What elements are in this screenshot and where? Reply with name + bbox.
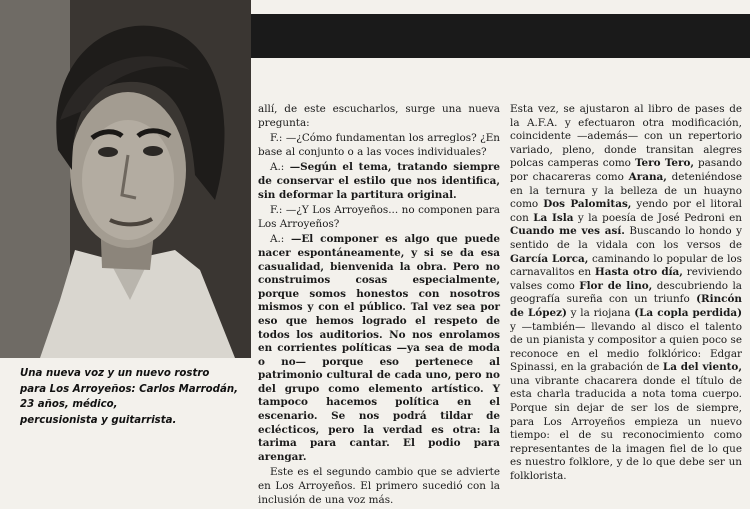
song-title: Hasta otro día, bbox=[594, 266, 683, 279]
caption-line: para Los Arroyeños: Carlos Marrodán, bbox=[20, 383, 238, 395]
question-paragraph: F.: —¿Y Los Arroyeños... no componen para Los Arroyeños? bbox=[258, 204, 500, 230]
song-title: (La copla perdida) bbox=[634, 306, 742, 319]
header-black-band bbox=[250, 14, 750, 58]
song-title: La Isla bbox=[533, 211, 574, 224]
paragraph bbox=[510, 103, 742, 484]
caption-line: 23 años, médico, bbox=[20, 399, 118, 411]
speaker-label: A.: bbox=[270, 233, 285, 246]
article-column-1 bbox=[258, 103, 500, 509]
speaker-label: A.: bbox=[270, 161, 285, 174]
article-column-2 bbox=[510, 103, 742, 486]
song-title: (Rincón de López) bbox=[510, 293, 742, 319]
text-run: y la poesía de José Pedroni en bbox=[573, 211, 743, 224]
caption-line: Una nueva voz y un nuevo rostro bbox=[20, 368, 210, 379]
text-run: yendo por el litoral con bbox=[510, 198, 742, 224]
text-run: Esta vez, se ajustaron al libro de pases de la A.F.A. y efectuaron otra modificación, coincidente —además— con un repertorio variado, pleno, donde transitan alegres polcas camperas como bbox=[510, 103, 742, 170]
portrait-illustration bbox=[0, 0, 251, 358]
answer-text: —Según el tema, tratando siempre de conservar el estilo que nos identifica, sin deformar la partitura original. bbox=[258, 161, 500, 201]
paragraph: Este es el segundo cambio que se advierte en Los Arroyeños. El primero sucedió con la inclusión de una voz más. bbox=[258, 466, 500, 506]
answer-paragraph bbox=[258, 233, 500, 464]
text-run: caminando lo popular de los carnavalitos en bbox=[510, 252, 742, 279]
caption-line: percusionista y guitarrista. bbox=[20, 414, 177, 426]
portrait-photo bbox=[0, 0, 251, 358]
song-title: Dos Palomitas, bbox=[543, 198, 632, 211]
song-title: Cuando me ves así. bbox=[510, 225, 625, 238]
text-run: Buscando lo hondo y sentido de la vidala con los versos de bbox=[510, 225, 742, 251]
author-name: García Lorca, bbox=[510, 252, 589, 265]
text-run: una vibrante chacarera donde el título de esta charla traducida a nota toma cuerpo. Porque sin dejar de ser los de siempre, para Los Arroyeños empieza un nuevo tiempo: el de su reconocimiento como representantes de la imagen fiel de lo que es nuestro folklore, y de lo que debe ser un folklorista. bbox=[510, 374, 742, 483]
text-run: y —también— llevando al disco el talento de un pianista y compositor a quien poco se reconoce en el medio folklórico: Edgar Spinassi, en la grabación de bbox=[510, 320, 742, 374]
text-run: y la riojana bbox=[566, 306, 635, 319]
text-run: deteniéndose en la ternura y la belleza de un huayno como bbox=[510, 170, 742, 211]
text-run: pasando por chacareras como bbox=[510, 157, 742, 183]
text-run: reviviendo valses como bbox=[510, 266, 742, 292]
answer-text: —El componer es algo que puede nacer espontáneamente, y si se da esa casualidad, bienvenida la obra. Pero no construimos cosas especialmente, porque somos honestos con nosotros mismos y con el público. Tal vez sea por eso que hemos logrado el respeto de todos los auditorios. No nos enrolamos en corrientes políticas —ya sea de moda o no— porque eso pertenece al patrimonio cultural de cada uno, pero no del grupo como elemento artístico. Y tampoco hacemos política en el escenario. Se nos podrá tildar de eclécticos, pero la verdad es otra: la tarima para cantar. El podio para arengar. bbox=[258, 233, 500, 463]
song-title: Tero Tero, bbox=[634, 157, 695, 170]
song-title: Flor de lino, bbox=[579, 279, 653, 292]
song-title: Arana, bbox=[628, 170, 667, 183]
photo-caption bbox=[20, 366, 250, 428]
text-run: descubriendo la geografía sureña con un triunfo bbox=[510, 279, 742, 306]
song-title: La del viento, bbox=[662, 361, 742, 374]
question-paragraph: F.: —¿Cómo fundamentan los arreglos? ¿En base al conjunto o a las voces individuales? bbox=[258, 132, 500, 158]
paragraph: allí, de este escucharlos, surge una nueva pregunta: bbox=[258, 103, 500, 129]
answer-paragraph bbox=[258, 161, 500, 202]
